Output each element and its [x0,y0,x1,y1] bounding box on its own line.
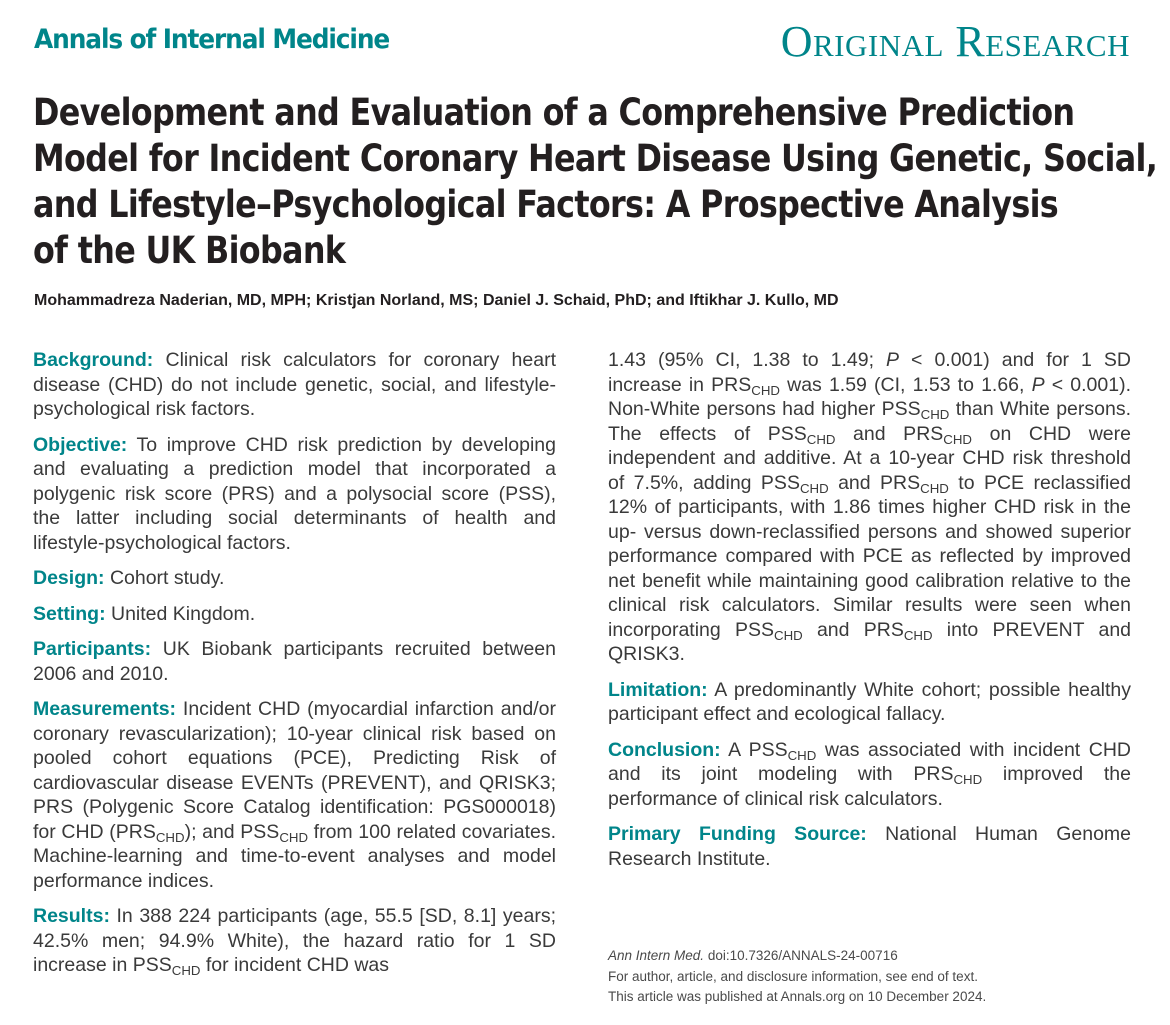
section-text: for incident CHD was [200,954,390,976]
section-heading: Design: [33,567,105,589]
section-text: into PREVENT and QRISK3. [608,618,1132,665]
title-line: of the UK Biobank [33,229,346,272]
section-heading: Conclusion: [608,738,721,761]
results-continued [608,348,1131,667]
section-text: and PRS [802,618,904,641]
citation-line: This article was published at Annals.org on 10 December 2024. [608,989,987,1004]
section-heading: Background: [33,349,154,371]
journal-abbrev: Ann Intern Med. [608,948,705,963]
subscript: CHD [920,480,949,496]
section-text: on CHD were independent and additive. At a 10-year CHD risk threshold of 7.5%, adding PSS [608,422,1131,494]
section-text: ); and PSS [184,820,280,843]
section-text: Incident CHD (myocardial infarction and/or coronary revascularization); 10-year clinical risk based on pooled cohort equations (PCE), Predicting Risk of cardiovascular disease EVENTs (PREVENT), and QRISK3; PRS (Polygenic Score Catalog identification: PGS000018) for CHD (PRS [33,698,556,843]
section-text: To improve CHD risk prediction by developing and evaluating a prediction model that incorporated a polygenic risk score (PRS) and a polysocial score (PSS), the latter including social determinants of health and lifestyle-psychological factors. [33,433,556,554]
abstract-right-column [608,348,1131,882]
section-text: and PRS [835,422,944,445]
subscript: CHD [171,962,201,978]
subscript: CHD [155,829,185,845]
article-title [33,90,1158,274]
subscript: CHD [920,406,950,422]
citation-line [608,946,986,967]
title-line: and Lifestyle–Psychological Factors: A Prospective Analysis [33,183,1059,226]
subscript: CHD [806,431,836,447]
section-text: and PRS [828,471,921,494]
subscript: CHD [787,747,817,763]
conclusion-section [608,738,1131,812]
section-text: In 388 224 participants (age, 55.5 [SD, 8.1] years; 42.5% men; 94.9% White), the hazard ratio for 1 SD increase in PSS [33,905,556,976]
section-heading: Results: [33,905,110,927]
section-heading: Limitation: [608,678,708,701]
section-heading: Measurements: [33,698,177,720]
section-text: < 0.001). Non-White persons had higher PSS [608,373,1131,420]
subscript: CHD [943,431,973,447]
section-heading: Setting: [33,602,106,625]
measurements-section [33,697,556,893]
journal-name: Annals of Internal Medicine [34,24,390,55]
section-text: improved the performance of clinical risk calculators. [608,763,1131,810]
section-text: National Human Genome Research Institute. [608,823,1132,870]
subscript: CHD [903,627,933,643]
section-heading: Primary Funding Source: [608,823,867,845]
section-text: than White persons. The effects of PSS [608,398,1131,445]
section-text: from 100 related covariates. Machine-learning and time-to-event analyses and model performance indices. [33,820,556,892]
funding-section [608,822,1131,871]
participants-section [33,637,556,686]
section-text: was associated with incident CHD and its joint modeling with PRS [608,738,1131,785]
subscript: CHD [751,382,780,398]
subscript: CHD [774,627,803,643]
section-heading: Participants: [33,638,152,660]
title-line: Development and Evaluation of a Comprehensive Prediction [33,91,1075,134]
background-section [33,348,556,422]
p-value-symbol: P [1031,373,1045,396]
abstract-left-column [33,348,556,989]
section-text: to PCE reclassified 12% of participants, with 1.86 times higher CHD risk in the up- versus down-reclassified persons and showed superior performance compared with PCE as reflected by improved net benefit while maintaining good calibration relative to the clinical risk calculators. Similar results were seen when incorporating PSS [608,471,1131,641]
section-text: Cohort study. [109,567,225,589]
section-text: A PSS [728,738,788,761]
design-section [33,566,556,591]
section-text: was 1.59 (CI, 1.53 to 1.66, [779,373,1032,396]
title-line: Model for Incident Coronary Heart Disease Using Genetic, Social, [33,137,1158,180]
section-label: Original Research [780,17,1130,66]
section-text: < 0.001) and for 1 SD increase in PRS [608,349,1131,396]
subscript: CHD [279,829,309,845]
section-text: A predominantly White cohort; possible healthy participant effect and ecological fallacy. [608,678,1132,725]
results-section [33,904,556,978]
citation-line: For author, article, and disclosure information, see end of text. [608,968,978,984]
objective-section [33,433,556,556]
doi-link[interactable]: doi:10.7326/ANNALS-24-00716 [707,948,898,963]
section-text: Clinical risk calculators for coronary heart disease (CHD) do not include genetic, social, and lifestyle-psychological risk factors. [33,349,556,420]
citation-block [608,946,986,1008]
author-list: Mohammadreza Naderian, MD, MPH; Kristjan Norland, MS; Daniel J. Schaid, PhD; and Iftikhar J. Kullo, MD [34,292,839,309]
section-text: United Kingdom. [111,602,256,625]
p-value-symbol: P [886,349,900,371]
limitation-section [608,678,1131,727]
section-text: 1.43 (95% CI, 1.38 to 1.49; [608,349,887,371]
section-text: UK Biobank participants recruited between 2006 and 2010. [33,638,556,685]
subscript: CHD [799,480,829,496]
setting-section [33,602,556,627]
subscript: CHD [953,771,983,787]
section-heading: Objective: [33,433,128,456]
